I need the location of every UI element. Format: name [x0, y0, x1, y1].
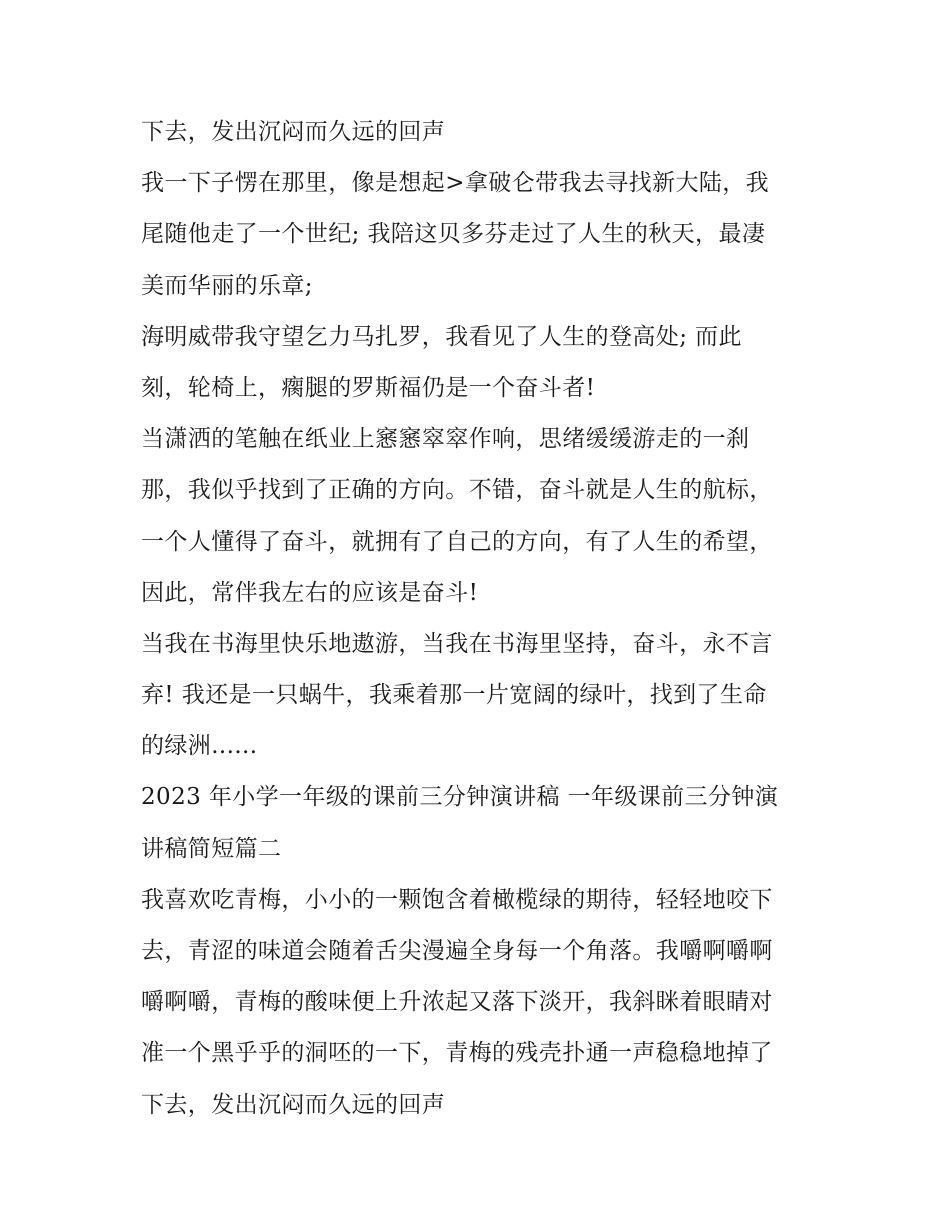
text-line: 一个人懂得了奋斗，就拥有了自己的方向，有了人生的希望，	[141, 528, 773, 555]
text-line: 尾随他走了一个世纪; 我陪这贝多芬走过了人生的秋天，最凄	[141, 221, 766, 248]
text-line: 我一下子愣在那里，像是想起>拿破仑带我去寻找新大陆，我	[141, 170, 770, 197]
text-line: 准一个黑乎乎的洞呸的一下，青梅的残壳扑通一声稳稳地掉了	[141, 1040, 773, 1067]
text-line: 美而华丽的乐章;	[141, 272, 313, 299]
text-line: 的绿洲......	[141, 733, 258, 760]
text-line: 海明威带我守望乞力马扎罗，我看见了人生的登高处; 而此	[141, 323, 742, 350]
text-line: 刻，轮椅上，瘸腿的罗斯福仍是一个奋斗者!	[141, 374, 596, 401]
text-line: 当我在书海里快乐地遨游，当我在书海里坚持，奋斗，永不言	[141, 630, 773, 657]
text-line: 去，青涩的味道会随着舌尖漫遍全身每一个角落。我嚼啊嚼啊	[141, 938, 773, 964]
text-line: 下去，发出沉闷而久远的回声	[141, 119, 446, 145]
text-line: 当潇洒的笔触在纸业上窸窸窣窣作响，思绪缓缓游走的一刹	[141, 426, 750, 453]
text-line: 弃! 我还是一只蜗牛，我乘着那一片宽阔的绿叶，找到了生命	[141, 682, 767, 709]
text-line: 那，我似乎找到了正确的方向。不错，奋斗就是人生的航标，	[141, 477, 773, 504]
text-line: 因此，常伴我左右的应该是奋斗!	[141, 579, 479, 606]
section-heading-line: 2023 年小学一年级的课前三分钟演讲稿 一年级课前三分钟演	[141, 784, 779, 811]
document-body	[141, 107, 821, 1131]
text-line: 嚼啊嚼，青梅的酸味便上升浓起又落下淡开，我斜眯着眼睛对	[141, 989, 773, 1016]
text-line: 下去，发出沉闷而久远的回声	[141, 1091, 446, 1118]
section-heading-line: 讲稿简短篇二	[141, 835, 282, 862]
text-line: 我喜欢吃青梅，小小的一颗饱含着橄榄绿的期待，轻轻地咬下	[141, 886, 773, 913]
